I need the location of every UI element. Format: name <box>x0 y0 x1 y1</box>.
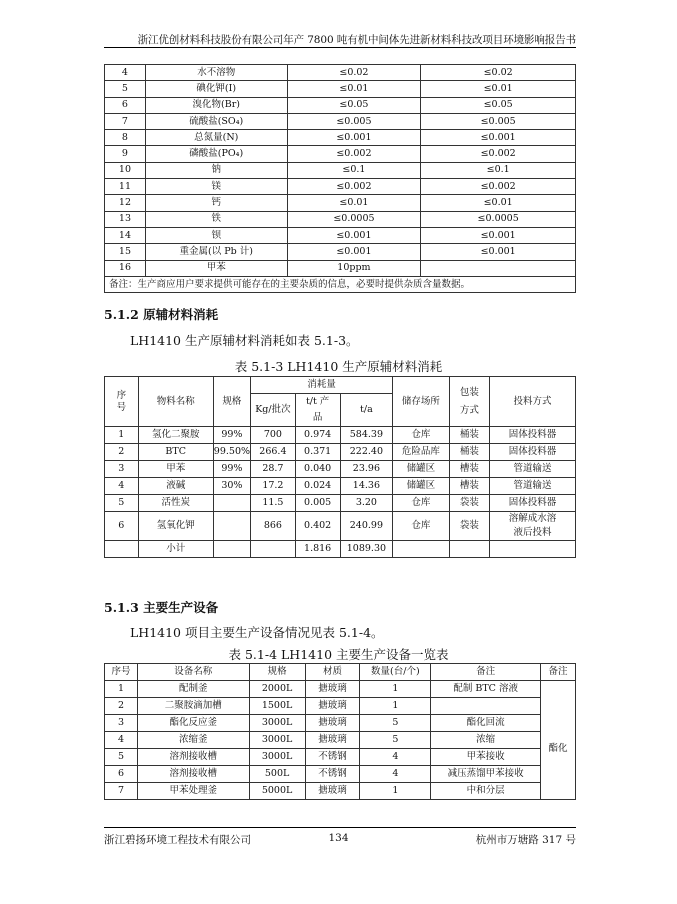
t-per-t: 0.402 <box>295 512 340 541</box>
row-number: 1 <box>105 681 138 698</box>
capacity: 3000L <box>249 749 305 766</box>
spec-value: ≤0.005 <box>421 113 576 129</box>
packaging: 桶装 <box>449 427 490 444</box>
table-row <box>105 146 576 162</box>
impurity-name: 镁 <box>145 179 287 195</box>
row-number: 4 <box>105 732 138 749</box>
table-note: 备注：生产商应用户要求提供可能存在的主要杂质的信息，必要时提供杂质含量数据。 <box>105 276 576 292</box>
quantity: 1 <box>360 783 431 800</box>
quantity: 1 <box>360 698 431 715</box>
section-paragraph-5-1-3: LH1410 项目主要生产设备情况见表 5.1-4。 <box>130 625 384 640</box>
row-number: 3 <box>105 461 139 478</box>
packaging: 槽装 <box>449 478 490 495</box>
equipment-name: 溶剂接收槽 <box>137 749 249 766</box>
row-number: 1 <box>105 427 139 444</box>
row-number: 5 <box>105 81 146 97</box>
subtotal-kg-per-batch <box>251 541 296 558</box>
col-header: 数量(台/个) <box>360 664 431 681</box>
spec-value: ≤0.002 <box>287 179 421 195</box>
material-name: 氢化二聚胺 <box>138 427 213 444</box>
row-number: 9 <box>105 146 146 162</box>
kg-per-batch: 700 <box>251 427 296 444</box>
impurity-name: 重金属(以 Pb 计) <box>145 244 287 260</box>
spec-value: ≤0.001 <box>421 244 576 260</box>
kg-per-batch: 17.2 <box>251 478 296 495</box>
process-note: 酯化 <box>541 681 576 800</box>
row-number: 10 <box>105 162 146 178</box>
subtotal-feeding-method <box>490 541 576 558</box>
row-number: 4 <box>105 478 139 495</box>
col-header-feeding: 投料方式 <box>490 377 576 427</box>
row-number: 7 <box>105 783 138 800</box>
spec-value: ≤0.01 <box>421 81 576 97</box>
col-header-t-per-t: t/t 产 品 <box>295 394 340 427</box>
t-per-a: 23.96 <box>340 461 393 478</box>
footer-company: 浙江碧扬环境工程技术有限公司 <box>104 834 251 846</box>
subtotal-row-number <box>105 541 139 558</box>
col-header: 备注 <box>431 664 541 681</box>
table-row <box>105 749 576 766</box>
material-name: 液碱 <box>138 478 213 495</box>
t-per-t: 0.005 <box>295 495 340 512</box>
table-row <box>105 715 576 732</box>
equipment-name: 甲苯处理釜 <box>137 783 249 800</box>
spec: 99% <box>213 461 250 478</box>
feeding-method: 溶解成水溶 液后投料 <box>490 512 576 541</box>
impurity-name: 碘化钾(I) <box>145 81 287 97</box>
spec-value: ≤0.0005 <box>287 211 421 227</box>
row-number: 4 <box>105 65 146 81</box>
t-per-a: 222.40 <box>340 444 393 461</box>
equipment-name: 浓缩釜 <box>137 732 249 749</box>
table-row <box>105 65 576 81</box>
impurity-name: 溴化物(Br) <box>145 97 287 113</box>
material: 不锈钢 <box>305 749 360 766</box>
section-heading-5-1-3: 5.1.3 主要生产设备 <box>104 600 219 615</box>
material: 不锈钢 <box>305 766 360 783</box>
feeding-method: 固体投料器 <box>490 495 576 512</box>
page-header: 浙江优创材料科技股份有限公司年产 7800 吨有机中间体先进新材料科技改项目环境影响报告书 <box>137 34 576 46</box>
kg-per-batch: 866 <box>251 512 296 541</box>
storage: 仓库 <box>393 427 449 444</box>
col-header-spec: 规格 <box>213 377 250 427</box>
equipment-name: 配制釜 <box>137 681 249 698</box>
subtotal-storage <box>393 541 449 558</box>
spec-value: ≤0.01 <box>287 195 421 211</box>
t-per-t: 0.371 <box>295 444 340 461</box>
row-number: 6 <box>105 766 138 783</box>
row-number: 13 <box>105 211 146 227</box>
spec-value: ≤0.001 <box>287 130 421 146</box>
row-number: 5 <box>105 495 139 512</box>
material-name: 甲苯 <box>138 461 213 478</box>
spec <box>213 512 250 541</box>
row-number: 15 <box>105 244 146 260</box>
equipment-name: 酯化反应釜 <box>137 715 249 732</box>
table-row <box>105 681 576 698</box>
row-number: 6 <box>105 97 146 113</box>
col-header: 备注 <box>541 664 576 681</box>
quantity: 5 <box>360 732 431 749</box>
table-row <box>105 495 576 512</box>
table-header-row <box>105 664 576 681</box>
table-row <box>105 260 576 276</box>
capacity: 1500L <box>249 698 305 715</box>
packaging: 袋装 <box>449 512 490 541</box>
table-caption-5-1-4: 表 5.1-4 LH1410 主要生产设备一览表 <box>228 647 449 662</box>
footer-rule <box>104 827 576 828</box>
row-number: 12 <box>105 195 146 211</box>
col-header: 序号 <box>105 664 138 681</box>
storage: 仓库 <box>393 512 449 541</box>
col-header-t-per-a: t/a <box>340 394 393 427</box>
subtotal-row <box>105 541 576 558</box>
table-row <box>105 698 576 715</box>
packaging: 袋装 <box>449 495 490 512</box>
impurity-name: 钠 <box>145 162 287 178</box>
material-name: BTC <box>138 444 213 461</box>
page-number: 134 <box>328 832 349 844</box>
packaging: 桶装 <box>449 444 490 461</box>
table-row <box>105 732 576 749</box>
subtotal-t-per-t: 1.816 <box>295 541 340 558</box>
table-row <box>105 783 576 800</box>
remark: 酯化回流 <box>431 715 541 732</box>
row-number: 3 <box>105 715 138 732</box>
table-row <box>105 427 576 444</box>
table-row <box>105 227 576 243</box>
quantity: 4 <box>360 749 431 766</box>
row-number: 11 <box>105 179 146 195</box>
col-header: 设备名称 <box>137 664 249 681</box>
spec-value: ≤0.02 <box>421 65 576 81</box>
table-row <box>105 478 576 495</box>
section-heading-5-1-2: 5.1.2 原辅材料消耗 <box>104 307 219 322</box>
spec-value: ≤0.1 <box>287 162 421 178</box>
col-header-kg-per-batch: Kg/批次 <box>251 394 296 427</box>
table-note-row <box>105 276 576 292</box>
storage: 储罐区 <box>393 478 449 495</box>
spec-value: ≤0.02 <box>287 65 421 81</box>
spec <box>213 495 250 512</box>
storage: 储罐区 <box>393 461 449 478</box>
capacity: 5000L <box>249 783 305 800</box>
table-row <box>105 130 576 146</box>
equipment-table <box>104 663 576 800</box>
capacity: 500L <box>249 766 305 783</box>
col-header-no: 序 号 <box>105 377 139 427</box>
spec-value <box>421 260 576 276</box>
impurity-spec-table <box>104 64 576 293</box>
remark <box>431 698 541 715</box>
impurity-name: 铁 <box>145 211 287 227</box>
impurity-name: 总氮量(N) <box>145 130 287 146</box>
spec-value: ≤0.005 <box>287 113 421 129</box>
table-caption-5-1-3: 表 5.1-3 LH1410 生产原辅材料消耗 <box>234 359 443 374</box>
t-per-a: 240.99 <box>340 512 393 541</box>
impurity-name: 磷酸盐(PO₄) <box>145 146 287 162</box>
spec-value: ≤0.001 <box>287 244 421 260</box>
feeding-method: 管道输送 <box>490 461 576 478</box>
quantity: 5 <box>360 715 431 732</box>
remark: 配制 BTC 溶液 <box>431 681 541 698</box>
kg-per-batch: 11.5 <box>251 495 296 512</box>
spec-value: ≤0.05 <box>287 97 421 113</box>
capacity: 2000L <box>249 681 305 698</box>
table-row <box>105 162 576 178</box>
spec-value: ≤0.002 <box>287 146 421 162</box>
packaging: 槽装 <box>449 461 490 478</box>
footer-address: 杭州市万塘路 317 号 <box>475 834 576 846</box>
col-header-consumption: 消耗量 <box>251 377 393 394</box>
kg-per-batch: 266.4 <box>251 444 296 461</box>
col-header-material: 物料名称 <box>138 377 213 427</box>
t-per-a: 584.39 <box>340 427 393 444</box>
remark: 减压蒸馏甲苯接收 <box>431 766 541 783</box>
material: 搪玻璃 <box>305 783 360 800</box>
quantity: 4 <box>360 766 431 783</box>
feeding-method: 管道输送 <box>490 478 576 495</box>
row-number: 8 <box>105 130 146 146</box>
table-row <box>105 211 576 227</box>
subtotal-packaging <box>449 541 490 558</box>
capacity: 3000L <box>249 715 305 732</box>
row-number: 14 <box>105 227 146 243</box>
subtotal-material-name: 小计 <box>138 541 213 558</box>
table-row <box>105 512 576 541</box>
kg-per-batch: 28.7 <box>251 461 296 478</box>
col-header: 材质 <box>305 664 360 681</box>
t-per-t: 0.974 <box>295 427 340 444</box>
remark: 中和分层 <box>431 783 541 800</box>
material: 搪玻璃 <box>305 715 360 732</box>
row-number: 6 <box>105 512 139 541</box>
spec-value: ≤0.001 <box>421 130 576 146</box>
t-per-a: 14.36 <box>340 478 393 495</box>
row-number: 2 <box>105 698 138 715</box>
spec: 30% <box>213 478 250 495</box>
equipment-name: 溶剂接收槽 <box>137 766 249 783</box>
material-name: 氢氧化钾 <box>138 512 213 541</box>
impurity-name: 硫酸盐(SO₄) <box>145 113 287 129</box>
subtotal-spec <box>213 541 250 558</box>
impurity-name: 钡 <box>145 227 287 243</box>
subtotal-t-per-a: 1089.30 <box>340 541 393 558</box>
remark: 浓缩 <box>431 732 541 749</box>
equipment-name: 二聚胺滴加槽 <box>137 698 249 715</box>
table-row <box>105 461 576 478</box>
row-number: 2 <box>105 444 139 461</box>
table-row <box>105 244 576 260</box>
spec-value: ≤0.01 <box>287 81 421 97</box>
quantity: 1 <box>360 681 431 698</box>
raw-material-table <box>104 376 576 558</box>
capacity: 3000L <box>249 732 305 749</box>
col-header: 规格 <box>249 664 305 681</box>
table-row <box>105 81 576 97</box>
section-paragraph-5-1-2: LH1410 生产原辅材料消耗如表 5.1-3。 <box>130 333 359 348</box>
col-header-packaging: 包装 方式 <box>449 377 490 427</box>
table-row <box>105 179 576 195</box>
spec-value: ≤0.002 <box>421 146 576 162</box>
impurity-name: 水不溶物 <box>145 65 287 81</box>
table-row <box>105 97 576 113</box>
material: 搪玻璃 <box>305 698 360 715</box>
spec-value: ≤0.001 <box>421 227 576 243</box>
col-header-storage: 储存场所 <box>393 377 449 427</box>
t-per-a: 3.20 <box>340 495 393 512</box>
feeding-method: 固体投料器 <box>490 444 576 461</box>
spec-value: ≤0.002 <box>421 179 576 195</box>
spec-value: ≤0.0005 <box>421 211 576 227</box>
spec-value: 10ppm <box>287 260 421 276</box>
spec-value: ≤0.001 <box>287 227 421 243</box>
remark: 甲苯接收 <box>431 749 541 766</box>
row-number: 16 <box>105 260 146 276</box>
spec-value: ≤0.1 <box>421 162 576 178</box>
table-row <box>105 113 576 129</box>
table-row <box>105 444 576 461</box>
t-per-t: 0.040 <box>295 461 340 478</box>
spec-value: ≤0.01 <box>421 195 576 211</box>
impurity-name: 钙 <box>145 195 287 211</box>
material: 搪玻璃 <box>305 732 360 749</box>
table-row <box>105 195 576 211</box>
row-number: 5 <box>105 749 138 766</box>
material-name: 活性炭 <box>138 495 213 512</box>
storage: 仓库 <box>393 495 449 512</box>
t-per-t: 0.024 <box>295 478 340 495</box>
spec: 99% <box>213 427 250 444</box>
storage: 危险品库 <box>393 444 449 461</box>
spec-value: ≤0.05 <box>421 97 576 113</box>
header-rule <box>104 47 576 48</box>
row-number: 7 <box>105 113 146 129</box>
spec: 99.50% <box>213 444 250 461</box>
material: 搪玻璃 <box>305 681 360 698</box>
impurity-name: 甲苯 <box>145 260 287 276</box>
feeding-method: 固体投料器 <box>490 427 576 444</box>
table-row <box>105 766 576 783</box>
